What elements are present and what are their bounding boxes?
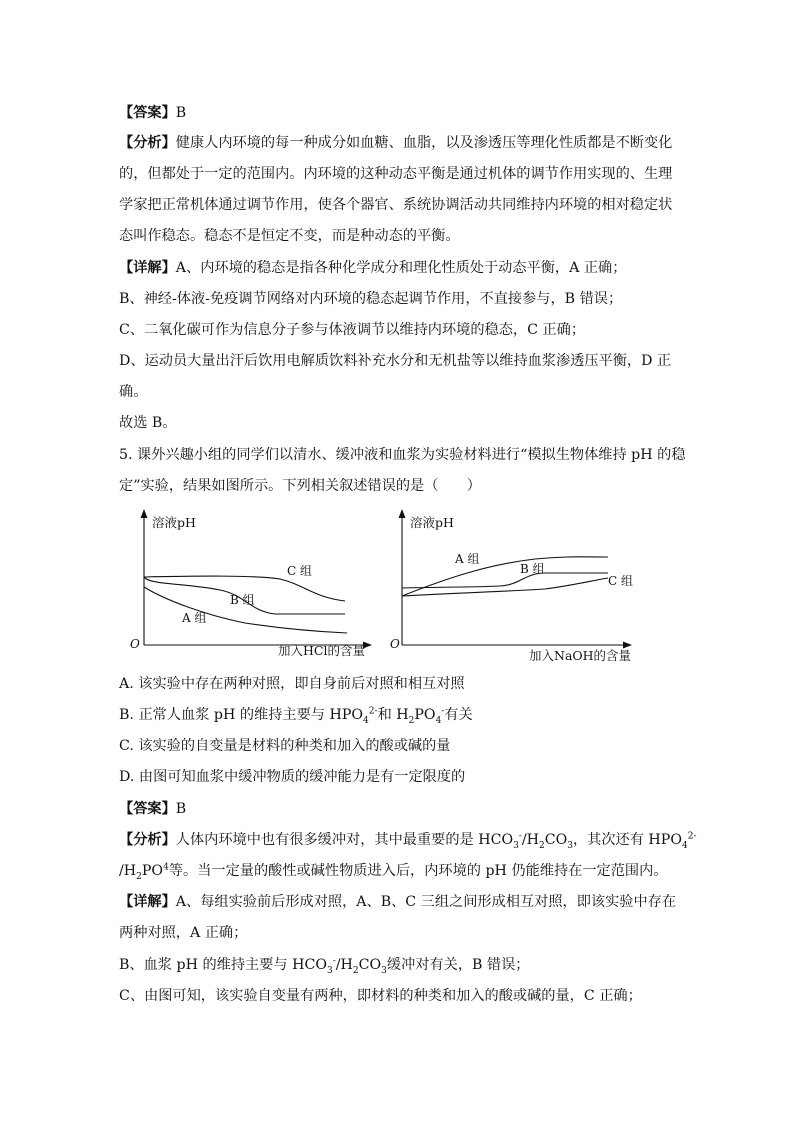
detail-text: 缓冲对有关，B 错误； — [386, 957, 530, 973]
q5-detail-line-2: 两种对照，A 正确； — [119, 925, 248, 941]
detail-text: B、血浆 pH 的维持主要与 HCO — [119, 957, 327, 973]
subscript: 4 — [435, 715, 442, 726]
subscript: 3 — [567, 840, 573, 851]
option-b-text: 和 H — [377, 707, 409, 723]
q5-stem-line-2: 定”实验，结果如图所示。下列相关叙述错误的是（ ） — [119, 478, 481, 494]
left-label-b: B 组 — [230, 593, 255, 607]
q5-detail-line-4: C、由图可知，该实验自变量有两种，即材料的种类和加入的酸或碱的量，C 正确； — [119, 988, 642, 1004]
right-series-a — [402, 557, 608, 596]
detail-label: 【详解】 — [119, 894, 176, 910]
q4-analysis-line-1 — [119, 133, 679, 153]
q4-analysis-line-3: 学家把正常机体通过调节作用，使各个器官、系统协调活动共同维持内环境的相对稳定状 — [119, 197, 673, 213]
q5-analysis-line-1 — [119, 830, 697, 851]
q4-detail-line-3: C、二氧化碳可作为信息分子参与体液调节以维持内环境的稳态，C 正确； — [119, 322, 586, 338]
detail-text: A、内环境的稳态是指各种化学成分和理化性质处于动态平衡，A 正确； — [175, 260, 627, 276]
analysis-label: 【分析】 — [119, 135, 176, 151]
subscript: 2 — [408, 715, 415, 726]
q4-answer — [119, 103, 679, 123]
right-y-label: 溶液pH — [410, 515, 454, 530]
answer-label: 【答案】 — [119, 105, 176, 121]
superscript: 4 — [163, 862, 169, 873]
subscript: 2 — [539, 840, 545, 851]
option-b-text: B. 正常人血浆 pH 的维持主要与 HPO — [119, 707, 364, 723]
right-y-arrow — [399, 509, 406, 518]
analysis-text: 人体内环境中也有很多缓冲对，其中最重要的是 HCO — [175, 832, 514, 848]
analysis-text: CO — [544, 832, 568, 848]
superscript: 2- — [368, 706, 378, 717]
right-chart — [390, 509, 633, 663]
superscript: 2- — [687, 831, 697, 842]
right-origin: O — [390, 637, 400, 651]
superscript: - — [518, 831, 522, 842]
detail-text: /H — [335, 957, 353, 973]
analysis-text: PO — [141, 863, 164, 879]
q5-detail-line-1 — [119, 892, 679, 912]
left-label-c: C 组 — [287, 564, 312, 578]
right-x-label: 加入NaOH的含量 — [529, 648, 632, 663]
subscript: 3 — [513, 840, 519, 851]
analysis-text: 健康人内环境的每一种成分如血糖、血脂，以及渗透压等理化性质都是不断变化 — [175, 135, 673, 151]
right-label-b: B 组 — [520, 562, 545, 576]
answer-value: B — [175, 105, 187, 121]
analysis-text: 等。当一定量的酸性或碱性物质进入后，内环境的 pH 仍能维持在一定范围内。 — [168, 863, 668, 879]
analysis-text: ，其次还有 HPO — [572, 832, 682, 848]
detail-label: 【详解】 — [119, 260, 176, 276]
q4-conclusion: 故选 B。 — [119, 415, 177, 431]
right-label-a: A 组 — [455, 552, 480, 566]
q4-detail-line-4: D、运动员大量出汗后饮用电解质饮料补充水分和无机盐等以维持血浆渗透压平衡，D 正 — [119, 353, 672, 369]
subscript: 2 — [136, 871, 142, 882]
left-chart — [130, 509, 372, 658]
subscript: 3 — [326, 965, 333, 976]
superscript: - — [332, 956, 336, 967]
right-series-b — [402, 573, 608, 588]
detail-text: CO — [358, 957, 382, 973]
right-label-c: C 组 — [608, 574, 633, 588]
subscript: 2 — [352, 965, 359, 976]
q5-detail-line-3 — [119, 955, 679, 975]
option-b-text: PO — [414, 707, 436, 723]
analysis-text: /H — [521, 832, 540, 848]
subscript: 4 — [363, 715, 369, 726]
q4-analysis-line-4: 态叫作稳态。稳态不是恒定不变，而是种动态的平衡。 — [119, 228, 460, 244]
subscript: 4 — [681, 840, 688, 851]
q5-stem-line-1: 5. 课外兴趣小组的同学们以清水、缓冲液和血浆为实验材料进行“模拟生物体维持 pH 的稳 — [119, 447, 686, 463]
detail-text: A、每组实验前后形成对照，A、B、C 三组之间形成相互对照，即该实验中存在 — [175, 894, 677, 910]
option-c: C. 该实验的自变量是材料的种类和加入的酸或碱的量 — [119, 738, 451, 754]
subscript: 3 — [381, 965, 387, 976]
q4-analysis-line-2: 的，但都处于一定的范围内。内环境的这种动态平衡是通过机体的调节作用实现的、生理 — [119, 166, 673, 182]
left-origin: O — [130, 637, 140, 651]
analysis-text: /H — [119, 863, 137, 879]
left-y-arrow — [141, 509, 148, 518]
analysis-label: 【分析】 — [119, 832, 176, 848]
q5-answer — [119, 799, 679, 819]
answer-label: 【答案】 — [119, 801, 176, 817]
option-d: D. 由图可知血浆中缓冲物质的缓冲能力是有一定限度的 — [119, 769, 466, 785]
q4-detail-line-2: B、神经-体液-免疫调节网络对内环境的稳态起调节作用，不直接参与，B 错误； — [119, 291, 623, 307]
option-b — [119, 705, 679, 725]
option-a: A. 该实验中存在两种对照，即自身前后对照和相互对照 — [119, 676, 465, 692]
q5-analysis-line-2 — [119, 861, 679, 881]
left-label-a: A 组 — [182, 611, 207, 625]
q4-detail-line-5: 确。 — [119, 384, 148, 400]
answer-value: B — [175, 801, 187, 817]
ph-figure — [125, 505, 645, 670]
left-x-label: 加入HCl的含量 — [278, 643, 365, 658]
left-y-label: 溶液pH — [152, 515, 196, 530]
superscript: - — [441, 706, 445, 717]
q4-detail-line-1 — [119, 258, 679, 278]
option-b-text: 有关 — [444, 707, 473, 723]
